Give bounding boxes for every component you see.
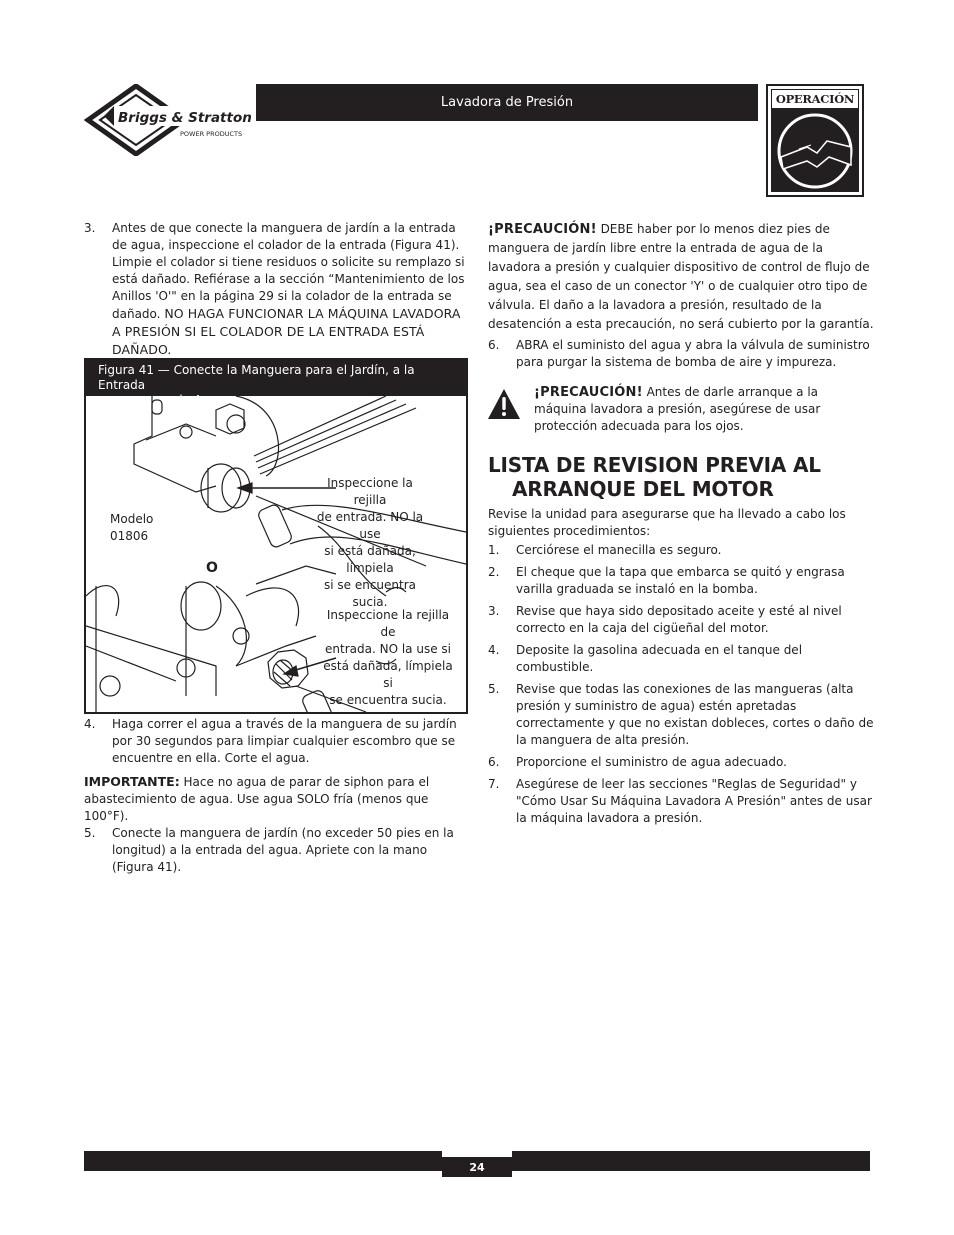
checklist-item	[488, 603, 874, 637]
note-line: entrada. NO la use si	[325, 642, 451, 656]
section-badge-label: OPERACIÓN	[772, 90, 858, 110]
figure-caption-line-2: de Agua	[175, 393, 225, 407]
step-text: Antes de que conecte la manguera de jardín a la entrada de agua, inspeccione el colador de la entrada (Figura 41). Limpie el colador si tiene residuos o solicite su remplazo si está dañado. Refiérase a la sección “Mantenimiento de los Anillos 'O'" en la página 29 si la colador de la entrada se dañado.	[112, 221, 465, 321]
item-text: Proporcione el suministro de agua adecuado.	[516, 755, 787, 769]
item-number: 6.	[488, 755, 500, 769]
section-badge-operacion	[766, 84, 864, 197]
step-text: Haga correr el agua a través de la manguera de su jardín por 30 segundos para limpiar cualquier escombro que se encuentre en ella. Corte el agua.	[112, 717, 457, 765]
step-text: Conecte la manguera de jardín (no exceder 50 pies en la longitud) a la entrada del agua. Apriete con la mano (Figura 41).	[112, 826, 454, 874]
step-text: ABRA el suministo del agua y abra la válvula de suministro para purgar la sistema de bomba de aire y impureza.	[516, 338, 870, 369]
section-intro: Revise la unidad para asegurarse que ha llevado a cabo los siguientes procedimientos:	[488, 507, 846, 538]
right-column	[488, 220, 874, 832]
note-line: se encuentra sucia.	[329, 693, 447, 707]
step-3	[84, 220, 468, 359]
step-6	[488, 337, 874, 371]
important-label: IMPORTANTE:	[84, 774, 180, 789]
item-text: Deposite la gasolina adecuada en el tanque del combustible.	[516, 643, 803, 674]
briggs-stratton-diamond-icon	[84, 84, 254, 156]
checklist-item	[488, 642, 874, 676]
caution-hose-length	[488, 220, 874, 334]
brand-logo	[84, 84, 254, 156]
inspect-note-top	[310, 475, 430, 611]
warning-triangle-icon	[488, 389, 522, 435]
item-number: 4.	[488, 643, 500, 657]
step-number: 5.	[84, 826, 96, 840]
figure-caption	[86, 360, 466, 407]
note-line: Inspeccione la rejilla	[327, 476, 413, 507]
item-number: 5.	[488, 682, 500, 696]
note-line: si está dañada, límpiela	[324, 544, 416, 575]
left-column-lower	[84, 716, 468, 876]
svg-text:Briggs & Stratton: Briggs & Stratton	[118, 110, 252, 126]
model-01806-label	[110, 511, 153, 545]
figure-41	[84, 358, 468, 714]
caution-label: ¡PRECAUCIÓN!	[534, 385, 643, 400]
document-title: Lavadora de Presión	[440, 95, 574, 110]
item-text: Revise que todas las conexiones de las mangueras (alta presión y suministro de agua) estén apretadas correctamente y que no existan dobleces, cortes o daño de la manguera de alta presión.	[516, 682, 874, 747]
figure-caption-line-1: Figura 41 — Conecte la Manguera para el Jardín, a la Entrada	[98, 363, 415, 392]
note-line: si se encuentra sucia.	[323, 578, 417, 609]
inspect-note-bottom	[318, 607, 458, 709]
item-text: Cerciórese el manecilla es seguro.	[516, 543, 722, 557]
page-number: 24	[442, 1157, 512, 1177]
hose-connection-icon	[772, 110, 858, 191]
important-note	[84, 773, 468, 825]
svg-text:POWER PRODUCTS: POWER PRODUCTS	[180, 130, 243, 138]
section-heading	[488, 453, 874, 501]
caution-label: ¡PRECAUCIÓN!	[488, 222, 597, 237]
checklist-item	[488, 754, 874, 771]
note-line: de entrada. NO la use	[316, 510, 424, 541]
item-number: 2.	[488, 565, 500, 579]
note-line: está dañada, límpiela si	[323, 659, 453, 690]
step-number: 4.	[84, 717, 96, 731]
section-heading-line-2: ARRANQUE DEL MOTOR	[512, 477, 774, 501]
item-number: 1.	[488, 543, 500, 557]
or-separator: O	[206, 560, 218, 576]
note-line: Inspeccione la rejilla de	[326, 608, 450, 639]
step-number: 6.	[488, 338, 500, 352]
left-column	[84, 220, 468, 359]
model-label-line: Modelo	[110, 512, 154, 526]
step-number: 3.	[84, 221, 96, 235]
checklist-item	[488, 681, 874, 749]
item-number: 3.	[488, 604, 500, 618]
figure-illustration	[86, 396, 466, 712]
step-warning-caps: NO HAGA FUNCIONAR LA MÁQUINA LAVADORA A PRESIÓN SI EL COLADOR DE LA ENTRADA ESTÁ DAÑADO.	[112, 306, 461, 357]
header-title-bar	[256, 84, 758, 121]
checklist	[488, 542, 874, 827]
model-number: 01806	[110, 529, 149, 543]
caution-eye-protection	[488, 384, 874, 435]
checklist-item	[488, 542, 874, 559]
caution-text: Antes de darle arranque a la máquina lavadora a presión, asegúrese de usar protección adecuada para los ojos.	[534, 385, 821, 433]
checklist-item	[488, 776, 874, 827]
section-heading-line-1: LISTA DE REVISION PREVIA AL	[488, 453, 821, 477]
caution-body	[522, 384, 874, 435]
caution-text: DEBE haber por lo menos diez pies de manguera de jardín libre entre la entrada de agua de la lavadora a presión y cualquier dispositivo de control de flujo de agua, sea el caso de un conector 'Y' o de cualquier otro tipo de válvula. El daño a la lavadora a presión, resultado de la desatención a esta precaución, no será cubierto por la garantía.	[488, 222, 874, 331]
item-text: Revise que haya sido depositado aceite y esté al nivel correcto en la caja del cigüeñal del motor.	[516, 604, 842, 635]
item-text: El cheque que la tapa que embarca se quitó y engrasa varilla graduada se instaló en la bomba.	[516, 565, 845, 596]
step-4	[84, 716, 468, 767]
checklist-item	[488, 564, 874, 598]
step-5	[84, 825, 468, 876]
item-text: Asegúrese de leer las secciones "Reglas de Seguridad" y "Cómo Usar Su Máquina Lavadora A Presión" antes de usar la máquina lavadora a presión.	[516, 777, 872, 825]
important-text: Hace no agua de parar de siphon para el abastecimiento de agua. Use agua SOLO fría (menos que 100°F).	[84, 775, 430, 823]
item-number: 7.	[488, 777, 500, 791]
